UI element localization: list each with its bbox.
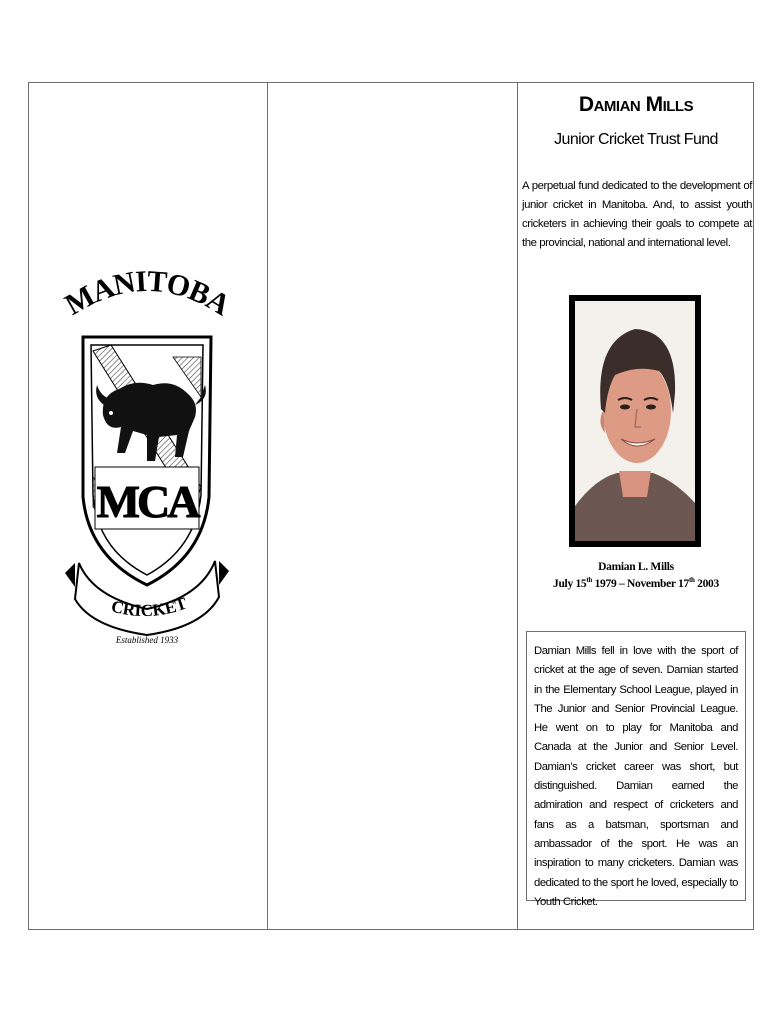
brochure-page <box>28 82 754 930</box>
biography-text: Damian Mills fell in love with the sport of cricket at the age of seven. Damian started in the Elementary School League, played in The Junior and Senior Provincial League. He went on to play for Manitoba and Canada at the Junior and Senior Level. Damian’s cricket career was short, but distinguished. Damian earned the admiration and respect of cricketers and fans as a batsman, sportsman and ambassador of the sport. He was an inspiration to many cricketers. Damian was dedicated to the sport he loved, especially to Youth Cricket. <box>534 645 738 908</box>
biography-box <box>526 631 746 908</box>
memorial-title: Damian Mills <box>578 93 694 116</box>
caption-name: Damian L. Mills <box>598 561 674 573</box>
manitoba-cricket-logo <box>63 267 233 647</box>
logo-ribbon-text: CRICKET <box>109 593 190 621</box>
logo-top-text: MANITOBA <box>63 267 233 322</box>
fund-description: A perpetual fund dedicated to the development of junior cricket in Manitoba. And, to assist youth cricketers in achieving their goals to compete at the provincial, national and international level. <box>522 180 752 249</box>
logo-established-text: Established 1933 <box>115 635 179 645</box>
photo-caption <box>518 559 754 593</box>
memorial-panel <box>518 83 754 929</box>
logo-center-text: MCA <box>96 476 198 527</box>
panel-divider <box>267 83 268 929</box>
memorial-subtitle: Junior Cricket Trust Fund <box>554 131 718 148</box>
caption-dates: July 15th 1979 – November 17th 2003 <box>553 576 719 590</box>
portrait-photo <box>569 295 701 547</box>
